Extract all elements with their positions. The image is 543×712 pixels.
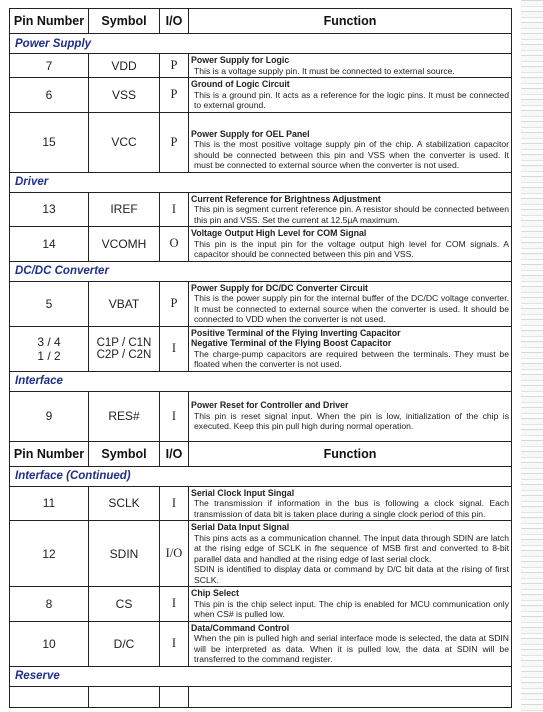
pin-io: I: [160, 587, 189, 622]
empty-cell: [89, 686, 160, 707]
pin-number: 8: [10, 587, 89, 622]
header-io: I/O: [160, 9, 189, 34]
pin-io: I: [160, 391, 189, 441]
pin-io: I/O: [160, 521, 189, 587]
table-row: [10, 326, 512, 371]
pin-description-table: [9, 8, 511, 704]
function-desc: This pin is reset signal input. When the pin is low, initialization of the chip is executed. Keep this pin pull high during normal operation.: [194, 410, 509, 432]
section-power-supply: [10, 34, 512, 54]
table-row: [10, 54, 512, 78]
header-io: I/O: [160, 441, 189, 466]
pin-symbol: SCLK: [89, 486, 160, 521]
function-title: Current Reference for Brightness Adjustment: [191, 193, 381, 204]
pin-io: I: [160, 326, 189, 371]
function-title: Serial Clock Input Singal: [191, 487, 295, 498]
empty-cell: [189, 686, 512, 707]
pin-number-2: 1 / 2: [37, 348, 61, 363]
pin-symbol: CS: [89, 587, 160, 622]
pin-function: [189, 78, 512, 113]
pin-number: 13: [10, 192, 89, 227]
pin-symbol-2: C2P / C2N: [96, 348, 152, 361]
pin-function: [189, 521, 512, 587]
header-symbol: Symbol: [89, 9, 160, 34]
pin-io: I: [160, 621, 189, 666]
pin-function: [189, 192, 512, 227]
function-title: Serial Data Input Signal: [191, 522, 290, 532]
section-interface: [10, 371, 512, 391]
pin-number: 7: [10, 54, 89, 78]
table-row: [10, 192, 512, 227]
section-title: Power Supply: [10, 34, 512, 54]
function-title: Ground of Logic Circuit: [191, 79, 290, 89]
pin-number: 9: [10, 391, 89, 441]
table-header-repeat: [10, 441, 512, 466]
function-desc: This pin is the input pin for the voltage output high level for COM signals. A capacitor should be connected between this pin and VSS.: [194, 238, 509, 259]
table-row: [10, 112, 512, 172]
pin-number-1: 3 / 4: [37, 334, 61, 349]
pin-number: [10, 326, 89, 371]
section-interface-continued: [10, 466, 512, 486]
pin-io: O: [160, 227, 189, 262]
function-title: Power Supply for OEL Panel: [191, 128, 310, 139]
pin-number: 5: [10, 281, 89, 326]
function-desc: The transmission if information in the bus is following a clock signal. Each transmission of data bit is taken place during a single clock period of this pin.: [194, 498, 509, 519]
function-title: Data/Command Control: [191, 622, 290, 633]
pin-io: P: [160, 281, 189, 326]
pin-symbol: VSS: [89, 78, 160, 113]
pin-function: [189, 281, 512, 326]
function-desc: This is the power supply pin for the internal buffer of the DC/DC voltage converter. It must be connected to external source when the converter is used. It should be connected to VDD when the converter is not used.: [194, 293, 509, 324]
pin-number: 6: [10, 78, 89, 113]
pin-function: [189, 587, 512, 622]
pin-function: [189, 54, 512, 78]
function-title: Negative Terminal of the Flying Boost Capacitor: [191, 338, 392, 348]
table-row: [10, 281, 512, 326]
pin-io: I: [160, 486, 189, 521]
header-pin-number: Pin Number: [10, 9, 89, 34]
pin-symbol: SDIN: [89, 521, 160, 587]
pin-number: 12: [10, 521, 89, 587]
section-reserve: [10, 666, 512, 686]
pin-function: [189, 112, 512, 172]
empty-cell: [10, 686, 89, 707]
table-row: [10, 391, 512, 441]
pin-symbol: IREF: [89, 192, 160, 227]
function-desc: This pin is the chip select input. The chip is enabled for MCU communication only when CS# is pulled low.: [194, 598, 509, 619]
table-row: [10, 227, 512, 262]
pin-symbol: D/C: [89, 621, 160, 666]
pin-function: [189, 486, 512, 521]
pin-symbol: RES#: [89, 391, 160, 441]
function-desc-2: SDIN is identified to display data or command by D/C bit data at the rising of first SCLK.: [194, 564, 509, 585]
pin-function: [189, 326, 512, 371]
empty-cell: [160, 686, 189, 707]
section-driver: [10, 172, 512, 192]
pin-io: P: [160, 78, 189, 113]
table-row: [10, 587, 512, 622]
pin-io: P: [160, 112, 189, 172]
pin-io: P: [160, 54, 189, 78]
pin-symbol-1: C1P / C1N: [96, 336, 152, 349]
page-edge-shadow: [521, 0, 543, 712]
pin-number: 14: [10, 227, 89, 262]
function-title: Chip Select: [191, 588, 239, 598]
pin-symbol: VCC: [89, 112, 160, 172]
section-title: Interface (Continued): [10, 466, 512, 486]
header-symbol: Symbol: [89, 441, 160, 466]
section-title: DC/DC Converter: [10, 261, 512, 281]
pin-symbol: VCOMH: [89, 227, 160, 262]
function-desc: The charge-pump capacitors are required between the terminals. They must be floated when the converter is not used.: [194, 348, 509, 369]
header-function: Function: [189, 441, 512, 466]
header-pin-number: Pin Number: [10, 441, 89, 466]
table-row: [10, 521, 512, 587]
section-dcdc-converter: [10, 261, 512, 281]
pin-symbol: VBAT: [89, 281, 160, 326]
function-desc: This is a voltage supply pin. It must be connected to external source.: [194, 65, 455, 76]
function-title: Power Reset for Controller and Driver: [191, 400, 349, 411]
pin-function: [189, 391, 512, 441]
section-title: Interface: [10, 371, 512, 391]
header-function: Function: [189, 9, 512, 34]
function-desc: When the pin is pulled high and serial interface mode is selected, the data at SDIN will be interpreted as data. When it is pulled low, the data at SDIN will be transferred to the command register.: [194, 633, 509, 664]
table-row: [10, 78, 512, 113]
function-desc: This is a ground pin. It acts as a reference for the logic pins. It must be connected to external ground.: [194, 89, 509, 110]
function-desc: This pin is segment current reference pin. A resistor should be connected between this pin and VSS. Set the current at 12.5μA maximum.: [194, 204, 509, 225]
function-desc: This is the most positive voltage supply pin of the chip. A stabilization capacitor should be connected between this pin and VSS when the converter is used. It must be connected to external source when the converter is not used.: [194, 139, 509, 170]
function-title: Power Supply for DC/DC Converter Circuit: [191, 282, 368, 293]
table-row: [10, 621, 512, 666]
section-title: Driver: [10, 172, 512, 192]
pin-io: I: [160, 192, 189, 227]
pin-function: [189, 227, 512, 262]
function-title: Power Supply for Logic: [191, 55, 290, 65]
table-row: [10, 486, 512, 521]
pin-symbol: [89, 326, 160, 371]
pin-number: 11: [10, 486, 89, 521]
pin-function: [189, 621, 512, 666]
table-row-empty: [10, 686, 512, 707]
function-title: Positive Terminal of the Flying Inverting Capacitor: [191, 327, 401, 338]
function-desc: This pins acts as a communication channel. The input data through SDIN are latch at the rising edge of SCLK in fhe sequence of MSB first and converted to 8-bit parallel data and handled at the rising edge of last serial clock.: [194, 532, 509, 564]
pin-number: 15: [10, 112, 89, 172]
pin-symbol: VDD: [89, 54, 160, 78]
function-title: Voltage Output High Level for COM Signal: [191, 228, 367, 238]
section-title: Reserve: [10, 666, 512, 686]
pin-number: 10: [10, 621, 89, 666]
table-header: [10, 9, 512, 34]
